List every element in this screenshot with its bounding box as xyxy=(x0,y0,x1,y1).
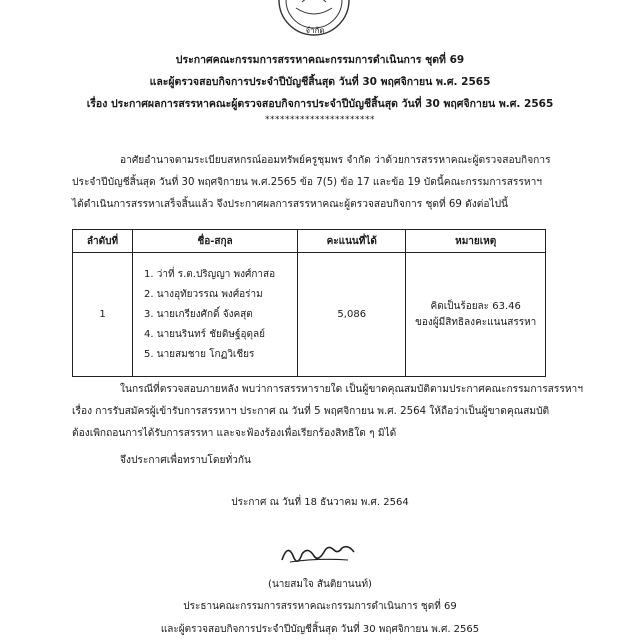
candidate-name-2: 2. นางอุทัยวรรณ พงศ์อร่าม xyxy=(144,288,263,300)
condition-line3: ต้องเพิกถอนการได้รับการสรรหา และจะฟ้องร้องเพื่อเรียกร้องสิทธิใด ๆ มิได้ xyxy=(72,428,397,439)
intro-line3: ได้ดำเนินการสรรหาเสร็จสิ้นแล้ว จึงประกาศผลการสรรหาคณะผู้ตรวจสอบกิจการ ชุดที่ 69 ดังต่อไปนี้ xyxy=(72,199,509,210)
intro-line1: อาศัยอำนาจตามระเบียบสหกรณ์ออมทรัพย์ครูชุมพร จำกัด ว่าด้วยการสรรหาคณะผู้ตรวจสอบกิจการ xyxy=(120,155,551,166)
note-line2: ของผู้มีสิทธิลงคะแนนสรรหา xyxy=(415,316,537,328)
signer-position-line1: ประธานคณะกรรมการสรรหาคณะกรรมการดำเนินการ ชุดที่ 69 xyxy=(183,601,457,612)
header-title-line1: ประกาศคณะกรรมการสรรหาคณะกรรมการดำเนินการ ชุดที่ 69 xyxy=(175,54,465,66)
header-separator-stars: ********************** xyxy=(265,115,375,125)
header-order: ลำดับที่ xyxy=(73,230,133,253)
results-table-header-row xyxy=(73,230,546,253)
seal-label: จำกัด xyxy=(305,26,325,35)
note-line1: คิดเป็นร้อยละ 63.46 xyxy=(430,300,521,312)
table-row xyxy=(73,253,546,377)
signer-position-line2: และผู้ตรวจสอบกิจการประจำปีบัญชีสิ้นสุด วันที่ 30 พฤศจิกายน พ.ศ. 2565 xyxy=(160,624,480,635)
header-subject-line: เรื่อง ประกาศผลการสรรหาคณะผู้ตรวจสอบกิจการประจำปีบัญชีสิ้นสุด วันที่ 30 พฤศจิกายน พ.ศ. 2565 xyxy=(86,98,554,110)
header-title-line2: และผู้ตรวจสอบกิจการประจำปีบัญชีสิ้นสุด วันที่ 30 พฤศจิกายน พ.ศ. 2565 xyxy=(149,76,491,88)
candidate-name-5: 5. นายสมชาย โกฏวิเชียร xyxy=(144,348,255,360)
score-cell: 5,086 xyxy=(298,253,406,377)
signer-name: (นายสมใจ สันติยานนท์) xyxy=(268,579,372,590)
header-note: หมายเหตุ xyxy=(406,230,546,253)
candidate-name-4: 4. นายนรินทร์ ชัยดิษฐ์อุดุลย์ xyxy=(144,328,265,340)
results-table xyxy=(72,229,546,377)
order-cell: 1 xyxy=(73,253,133,377)
condition-line2: เรื่อง การรับสมัครผู้เข้ารับการสรรหาฯ ประกาศ ณ วันที่ 5 พฤศจิกายน พ.ศ. 2564 ให้ถือว่าเป็นผู้ขาดคุณสมบัติ xyxy=(72,406,550,417)
names-cell xyxy=(133,253,298,377)
closing-line: จึงประกาศเพื่อทราบโดยทั่วกัน xyxy=(120,455,252,466)
header-score: คะแนนที่ได้ xyxy=(298,230,406,253)
header-name: ชื่อ-สกุล xyxy=(133,230,298,253)
candidate-name-3: 3. นายเกรียงศักดิ์ จังคสุต xyxy=(144,308,253,320)
candidate-name-1: 1. ว่าที่ ร.ต.ปริญญา พงศ์กาสอ xyxy=(144,268,276,280)
condition-line1: ในกรณีที่ตรวจสอบภายหลัง พบว่าการสรรหารายใด เป็นผู้ขาดคุณสมบัติตามประกาศคณะกรรมการสรรหาฯ xyxy=(120,384,583,395)
handwritten-signature xyxy=(278,536,358,570)
intro-line2: ประจำปีบัญชีสิ้นสุด วันที่ 30 พฤศจิกายน พ.ศ.2565 ข้อ 7(5) ข้อ 17 และข้อ 19 บัดนี้คณะกรรมการสรรหาฯ xyxy=(72,177,543,188)
announcement-date: ประกาศ ณ วันที่ 18 ธันวาคม พ.ศ. 2564 xyxy=(231,497,409,508)
note-cell xyxy=(406,253,546,377)
